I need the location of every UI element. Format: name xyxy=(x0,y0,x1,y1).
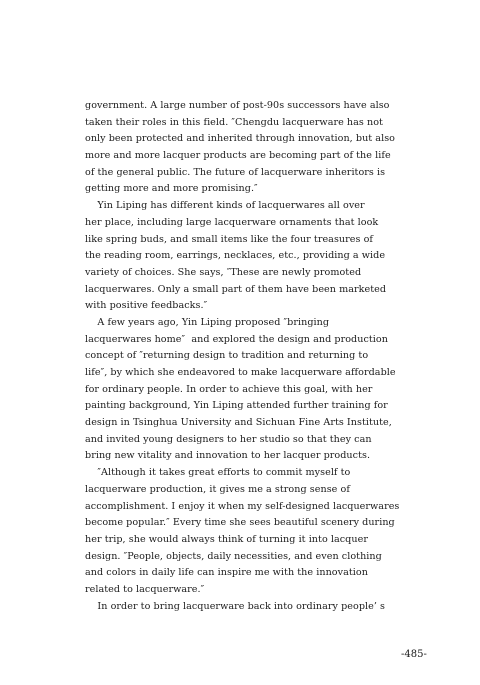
text-line: design. ″People, objects, daily necessities, and even clothing xyxy=(85,550,382,562)
text-line: painting background, Yin Liping attended further training for xyxy=(85,400,388,412)
text-line: the reading room, earrings, necklaces, etc., providing a wide xyxy=(85,250,386,262)
body-text xyxy=(85,98,415,615)
text-line: related to lacquerware.″ xyxy=(85,583,205,595)
text-line: In order to bring lacquerware back into ordinary people’ s xyxy=(85,600,386,612)
text-line: life″, by which she endeavored to make lacquerware affordable xyxy=(85,367,396,378)
text-line: A few years ago, Yin Liping proposed ″bringing xyxy=(85,316,330,328)
text-line: her trip, she would always think of turning it into lacquer xyxy=(85,533,368,545)
text-line: and colors in daily life can inspire me with the innovation xyxy=(85,567,368,579)
page-number: -485- xyxy=(401,649,427,660)
text-line: like spring buds, and small items like the four treasures of xyxy=(85,233,374,245)
text-line: lacquerwares home″ and explored the design and production xyxy=(85,333,388,345)
text-line: only been protected and inherited through innovation, but also xyxy=(85,133,395,145)
text-line: her place, including large lacquerware ornaments that look xyxy=(85,216,379,228)
text-line: taken their roles in this field. ″Chengdu lacquerware has not xyxy=(85,116,383,128)
text-line: and invited young designers to her studio so that they can xyxy=(85,433,372,445)
text-line: bring new vitality and innovation to her lacquer products. xyxy=(85,450,371,462)
text-line: lacquerware production, it gives me a strong sense of xyxy=(85,483,350,495)
text-line: for ordinary people. In order to achieve this goal, with her xyxy=(85,383,373,395)
text-line: accomplishment. I enjoy it when my self-designed lacquerwares xyxy=(85,500,400,512)
text-line: concept of ″returning design to tradition and returning to xyxy=(85,350,369,362)
text-line: ″Although it takes great efforts to commit myself to xyxy=(85,467,351,479)
text-line: more and more lacquer products are becoming part of the life xyxy=(85,150,391,162)
text-line: with positive feedbacks.″ xyxy=(85,300,208,312)
text-line: of the general public. The future of lacquerware inheritors is xyxy=(85,166,386,178)
text-line: Yin Liping has different kinds of lacquerwares all over xyxy=(85,200,365,212)
text-line: design in Tsinghua University and Sichuan Fine Arts Institute, xyxy=(85,417,392,429)
text-line: government. A large number of post-90s successors have also xyxy=(85,100,390,111)
text-line: become popular.″ Every time she sees beautiful scenery during xyxy=(85,517,395,529)
text-line: getting more and more promising.″ xyxy=(85,183,258,195)
text-line: lacquerwares. Only a small part of them have been marketed xyxy=(85,283,387,295)
text-line: variety of choices. She says, ″These are newly promoted xyxy=(85,266,362,278)
